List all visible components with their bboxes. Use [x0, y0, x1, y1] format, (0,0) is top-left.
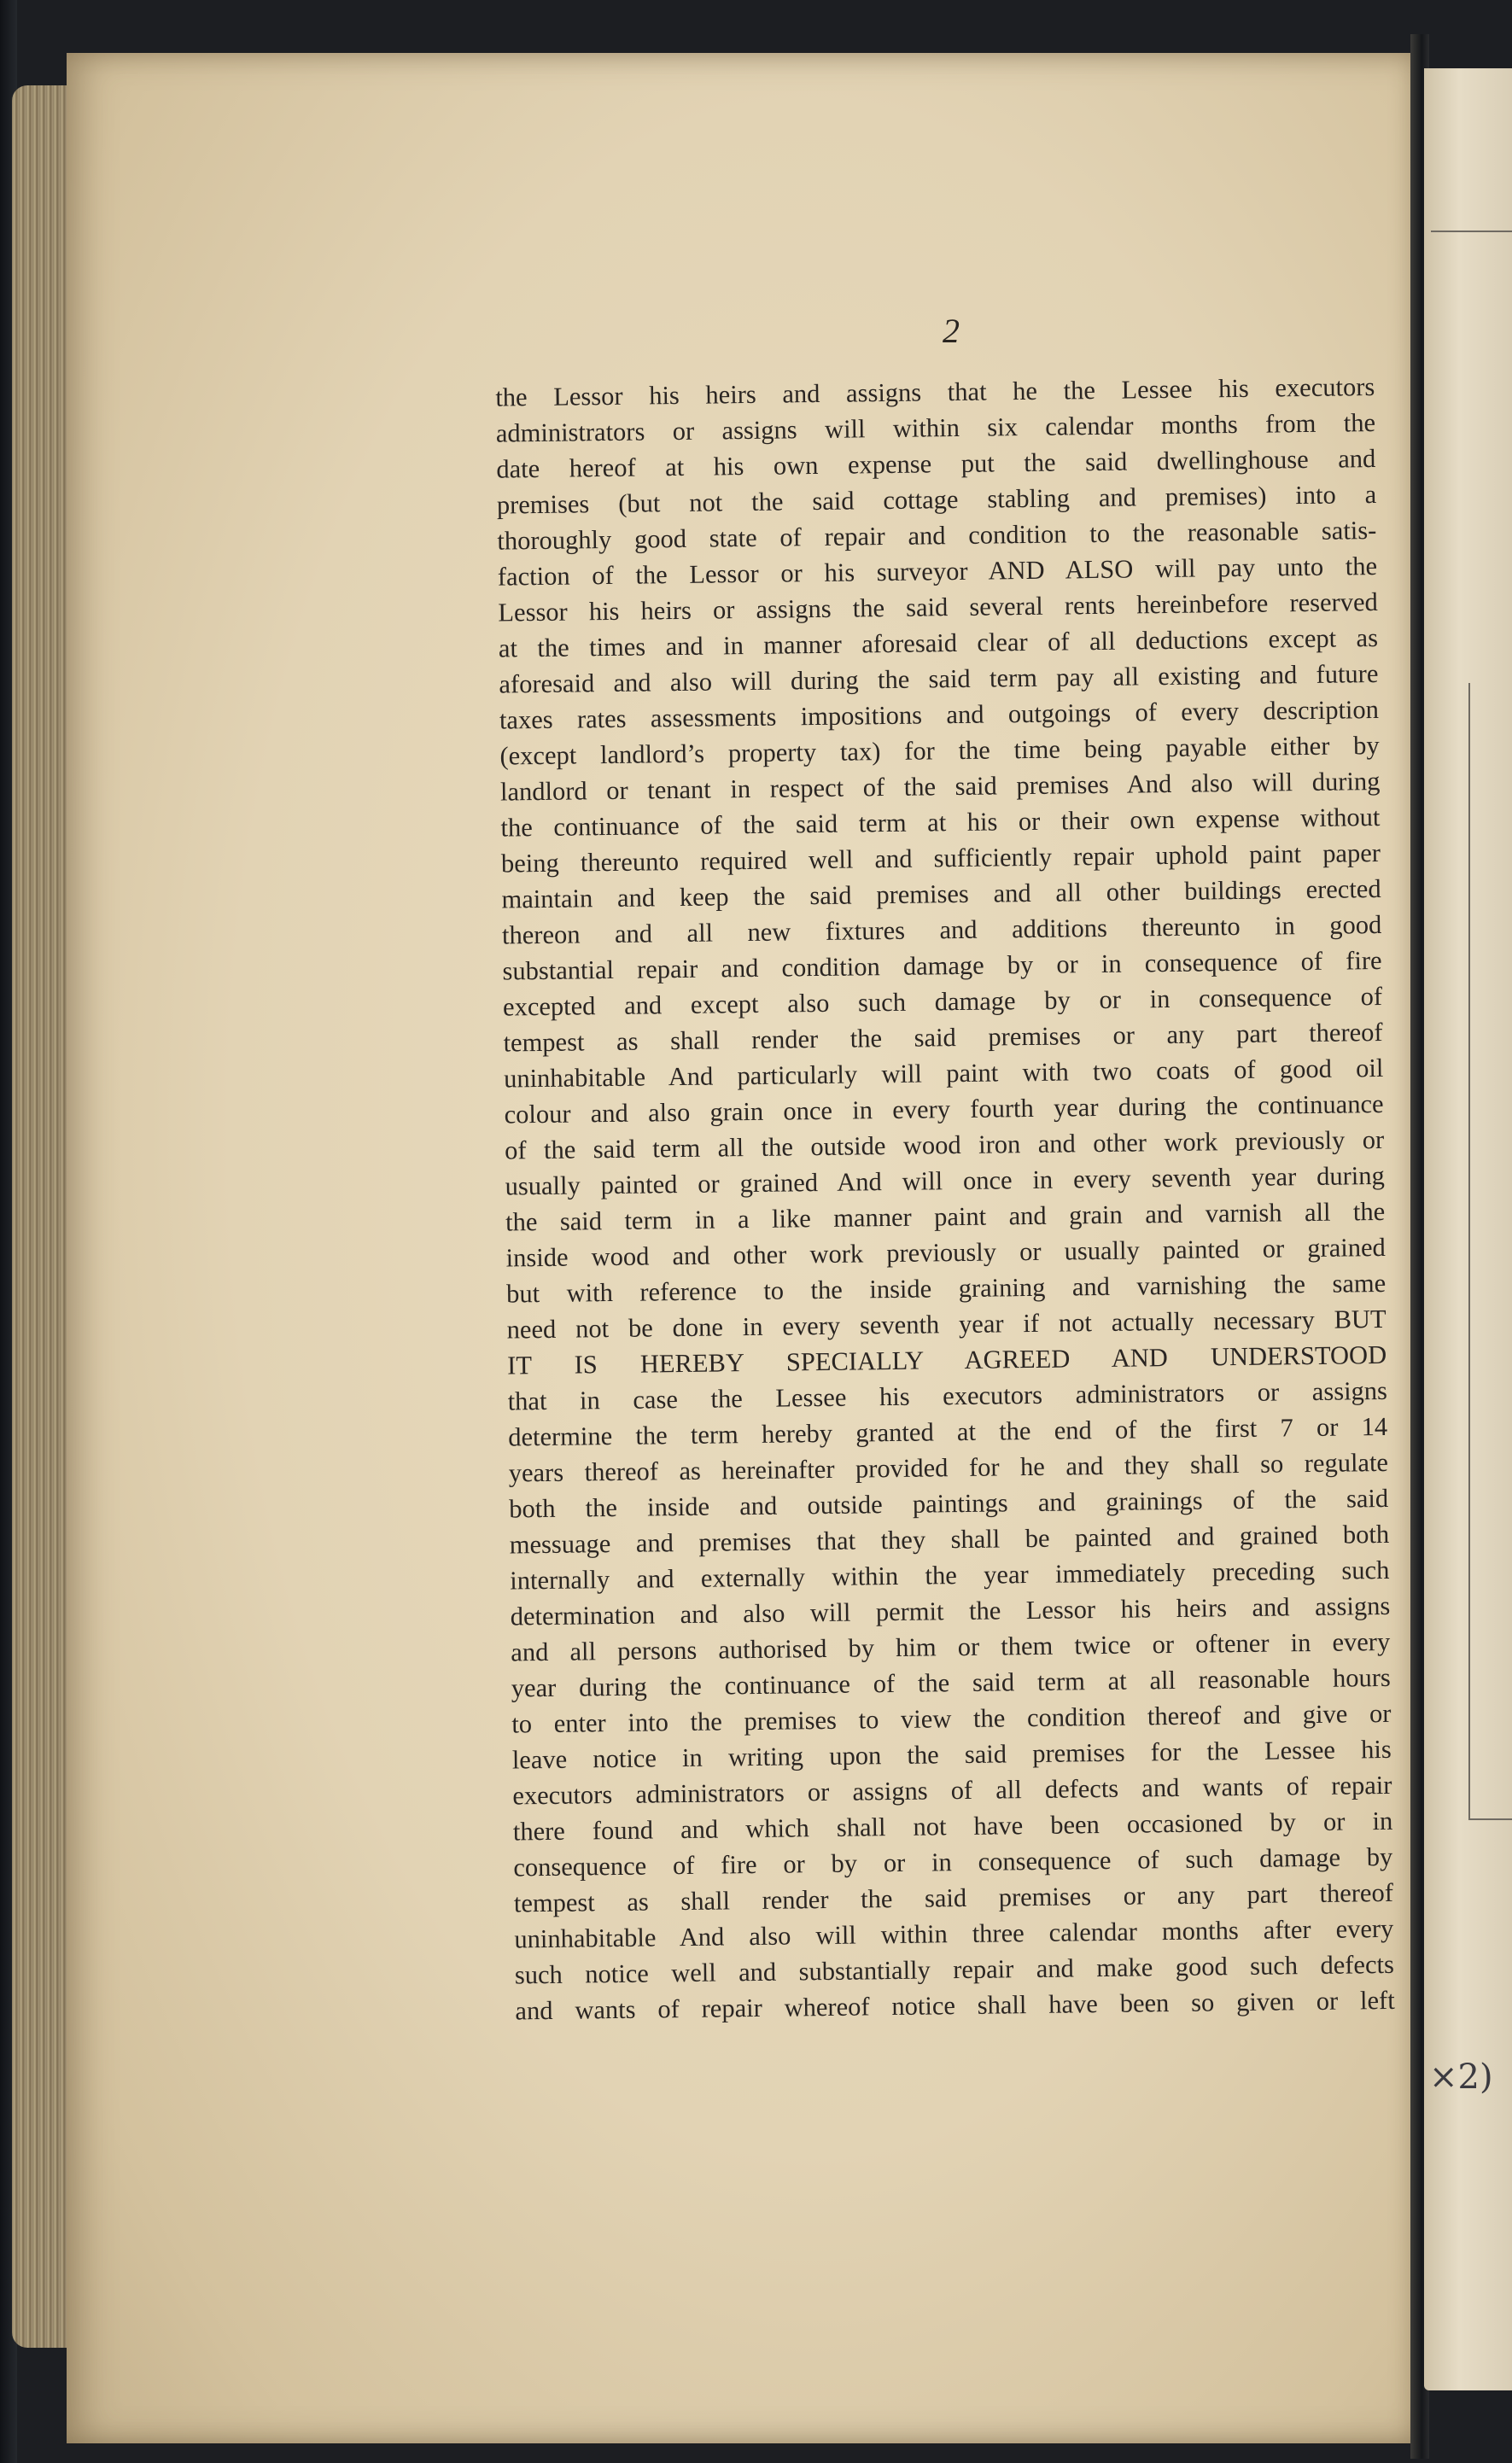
- ruled-line: [1468, 683, 1470, 1818]
- text-line: date hereof at his own expense put the said dwellinghouse and: [496, 443, 1376, 484]
- text-line: messuage and premises that they shall be painted and grained both: [509, 1519, 1390, 1560]
- page-number: 2: [943, 312, 960, 350]
- text-line: tempest as shall render the said premises or any part thereof: [513, 1877, 1394, 1918]
- text-line: faction of the Lessor or his surveyor AND ALSO will pay unto the: [497, 551, 1378, 592]
- text-line: excepted and except also such damage by or in consequence of: [502, 981, 1383, 1022]
- text-line: the continuance of the said term at his or their own expense without: [500, 802, 1381, 843]
- text-line: years thereof as hereinafter provided for he and they shall so regulate: [508, 1447, 1389, 1488]
- text-line: executors administrators or assigns of all defects and wants of repair: [512, 1770, 1392, 1811]
- text-line: Lessor his heirs or assigns the said several rents hereinbefore reserved: [498, 587, 1378, 627]
- text-line: and all persons authorised by him or them twice or oftener in every: [511, 1626, 1391, 1667]
- text-line: to enter into the premises to view the condition thereof and give or: [511, 1698, 1392, 1739]
- text-line: year during the continuance of the said term at all reasonable hours: [511, 1662, 1391, 1703]
- text-line: determine the term hereby granted at the end of the first 7 or 14: [508, 1411, 1388, 1452]
- text-line: tempest as shall render the said premises or any part thereof: [503, 1017, 1383, 1058]
- text-line: maintain and keep the said premises and all other buildings erected: [501, 873, 1381, 914]
- margin-mark: ×2): [1429, 2057, 1493, 2097]
- text-line: leave notice in writing upon the said premises for the Lessee his: [511, 1734, 1392, 1775]
- body-text: [495, 369, 1395, 2028]
- text-line: thoroughly good state of repair and condition to the reasonable satis-: [497, 515, 1377, 556]
- text-line: aforesaid and also will during the said term pay all existing and future: [499, 658, 1379, 699]
- text-line: the said term in a like manner paint and grain and varnish all the: [505, 1196, 1386, 1237]
- text-line: taxes rates assessments impositions and outgoings of every description: [499, 694, 1380, 735]
- text-line: thereon and all new fixtures and additions thereunto in good: [501, 909, 1382, 950]
- text-line: such notice well and substantially repair and make good such defects: [514, 1949, 1395, 1990]
- text-line: but with reference to the inside graining and varnishing the same: [505, 1268, 1386, 1309]
- text-line: premises (but not the said cottage stabling and premises) into a: [496, 479, 1377, 520]
- text-line: that in case the Lessee his executors administrators or assigns: [507, 1375, 1388, 1416]
- text-line: at the times and in manner aforesaid clear of all deductions except as: [498, 622, 1379, 663]
- text-line: and wants of repair whereof notice shall have been so given or left: [515, 1985, 1395, 2026]
- text-line: usually painted or grained And will once in every seventh year during: [505, 1160, 1385, 1201]
- text-line: uninhabitable And particularly will paint with two coats of good oil: [503, 1053, 1384, 1094]
- text-line: administrators or assigns will within six calendar months from the: [495, 407, 1376, 448]
- text-line: internally and externally within the year immediately preceding such: [510, 1555, 1390, 1596]
- adjacent-page: [1424, 68, 1512, 2390]
- ruled-line: [1431, 231, 1512, 232]
- text-line: being thereunto required well and sufficiently repair uphold paint paper: [500, 838, 1381, 878]
- text-line: of the said term all the outside wood iron and other work previously or: [504, 1124, 1385, 1165]
- ruled-line: [1468, 1818, 1512, 1820]
- text-line: (except landlord’s property tax) for the time being payable either by: [499, 730, 1380, 771]
- text-line: the Lessor his heirs and assigns that he the Lessee his executors: [495, 371, 1375, 412]
- text-line: determination and also will permit the Lessor his heirs and assigns: [510, 1590, 1391, 1631]
- text-line: uninhabitable And also will within three calendar months after every: [514, 1913, 1394, 1954]
- text-line: inside wood and other work previously or usually painted or grained: [505, 1232, 1386, 1273]
- text-line: substantial repair and condition damage by or in consequence of fire: [502, 945, 1382, 986]
- text-line: both the inside and outside paintings and grainings of the said: [509, 1483, 1389, 1524]
- text-line: colour and also grain once in every fourth year during the continuance: [504, 1089, 1384, 1129]
- text-line: there found and which shall not have been occasioned by or in: [512, 1806, 1393, 1847]
- text-line: consequence of fire or by or in consequence of such damage by: [513, 1841, 1393, 1882]
- text-line: need not be done in every seventh year if not actually necessary BUT: [506, 1304, 1386, 1345]
- text-line: landlord or tenant in respect of the said premises And also will during: [499, 766, 1381, 807]
- text-line: IT IS HEREBY SPECIALLY AGREED AND UNDERSTOOD: [506, 1339, 1387, 1380]
